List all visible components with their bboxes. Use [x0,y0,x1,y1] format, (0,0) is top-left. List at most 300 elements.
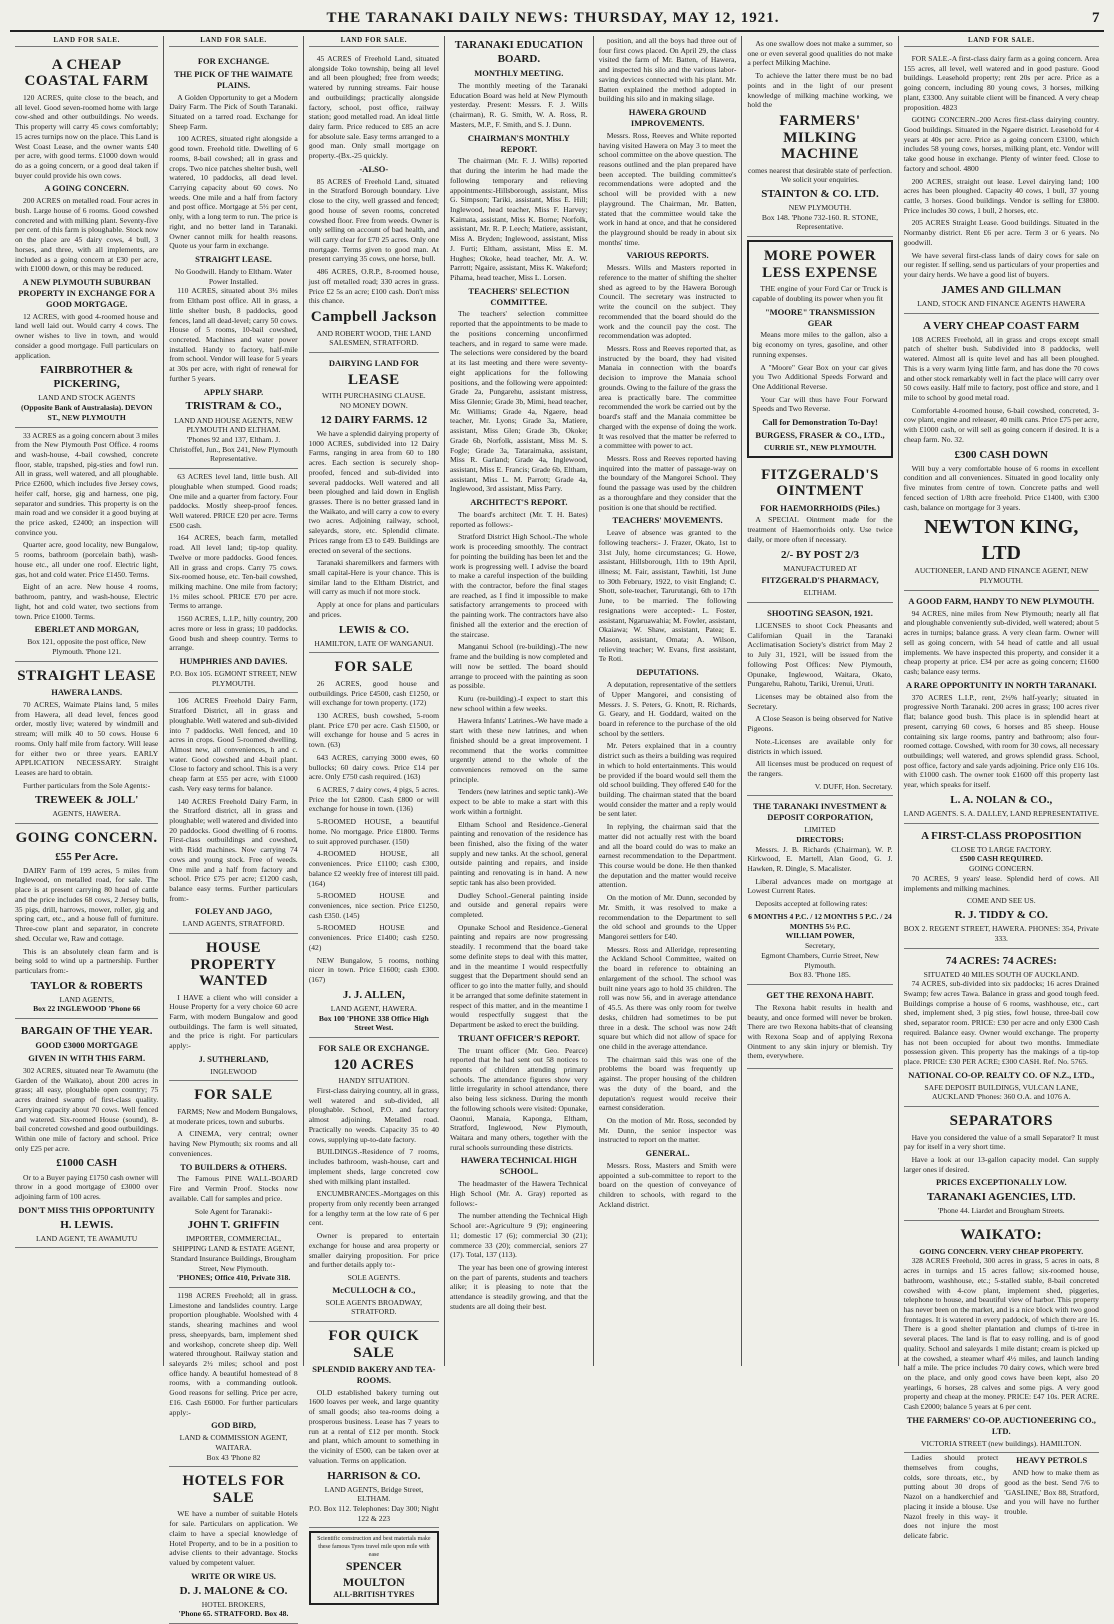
article-text: Leave of absence was granted to the following teachers:- J. Frazer, Okato, 1st to 31st July, home circumstances; G. Howe, assistant, Hillsborough, 11th to 19th April, illness; M. Fair, assistant, Tawhiti, 1st June to 30th February, 1922, to visit England; C. Shott, sole-teacher, Tarurutangi, 6th to 17th June, to be married. The following resignations were accepted:- L. Foster, assistant, Ngaruawahia; M. Fowler, assistant, Okaiawa; W. Shaw, assistant, Patea; E. Mason, assistant, Omata; A. Wilson, relieving teacher; W. Evans, first assistant, Te Roti. [598,528,737,664]
ad-text: 106 ACRES Freehold Dairy Farm, Stratford District, all in grass and ploughable. Well watered and sub-divided into 7 paddocks. Well fenced, and 10 acres in crops. Good 5-roomed dwelling. Almost new, all conveniences, h and c. water. Good cowshed and 4-bail plant. Close to factory and school. This is a very cheap farm at £55 per acre, with £1000 cash. Very easy terms for balance. [169,696,298,793]
agent-name: H. LEWIS. [60,1218,114,1231]
agent-line: LAND AGENT, TE AWAMUTU [36,1233,138,1243]
ad-text: 108 ACRES Freehold, all in grass and crops except small patch of shelter bush. Subdivided into 8 paddocks, well watered. Almost all is quite level and has all been ploughed. This is a very warm lying little farm, and has done the 70 cows and other stock remarkably well in fact the place will carry over 50 cows easily. Half mile to factory, post office and store, and 1 mile to school by good metal road. [903,334,1099,402]
ad-subhead: A GOING CONCERN. [44,183,129,194]
agent-name: L. A. NOLAN & CO., [950,793,1053,806]
agent-name: D. J. MALONE & CO. [179,1584,288,1597]
ad-subhead: FOR EXCHANGE. [197,55,270,66]
ad-subhead: CLOSE TO LARGE FACTORY. [951,844,1052,854]
ad-text: We have a splendid dairying property of 1000 ACRES, subdivided into 12 Dairy Farms, ranging in area from 60 to 180 acres. Each section is securely shop-proofed, fenced and sub-divided into several paddocks. Well watered and all been ploughed and laid down in English grasses. There is no better grassed land in the Waikato, and will carry a cow to every two acres. Adjoining railway, school, saleyards, store, etc. Splendid climate. Prices range from £3 to £49. Buildings are erected on several of the sections. [308,428,439,555]
ad-going-concern [15,824,158,1019]
agent-address: LAND AGENTS, STRATFORD. [182,919,285,929]
ad-subhead: PRICES EXCEPTIONALLY LOW. [935,1177,1067,1188]
ad-text: DAIRY Farm of 199 acres, 5 miles from Inglewood, on metalled road, for sale. The place is at present carrying 80 head of cattle and the price includes 68 cows, 2 Jersey bulls, 35 pigs, drill, harrows, mower, roller, gig and spring cart, etc., and a house full of furniture. Three-cow plant and separator, in concrete shed. Occular we, Raw and cottage. [15,865,159,943]
agent-address: ELTHAM. [803,588,837,598]
article-subhead: HAWERA TECHNICAL HIGH SCHOOL. [460,1155,577,1177]
ad-headline: FOR SALE [334,659,414,676]
ad-headline: A CHEAP COASTAL FARM [24,56,149,90]
ad-text: ENCUMBRANCES.-Mortgages on this property from only recently been arranged for a lengthy term at the low rate of 6 per cent. [308,1189,439,1228]
article-subhead: GENERAL. [645,1148,690,1159]
column-5 [594,36,743,1366]
ad-headline: STRAIGHT LEASE [17,667,157,684]
article-text: Tenders (new latrines and septic tank).-We expect to be able to make a start with this work within a fortnight. [449,787,588,816]
ad-investment [747,796,892,985]
agent-address: P.O. Box 105. EGMONT STREET, NEW PLYMOUTH. [170,668,297,688]
ad-headline: A GOOD FARM, HANDY TO NEW PLYMOUTH. [908,595,1095,606]
ad-subhead: GOING CONCERN. VERY CHEAP PROPERTY. [919,1246,1084,1256]
ad-subhead: SOLE AGENTS. [347,1272,400,1282]
ad-subhead: DON'T MISS THIS OPPORTUNITY [18,1204,155,1215]
ad-text: The Famous PINE WALL-BOARD Fire and Vermin Proof. Stocks now available. Call for samples and price. [169,1174,298,1203]
article-subhead: CHAIRMAN'S MONTHLY REPORT. [467,132,570,154]
article-text: The teachers' selection committee reported that the appointments to be made to the positions concerning unconfirmed teachers, and in regard to same were made. The selections were considered by the board at its last meeting and there were seventy-eight applications for the following positions, and the following were appointed: Grade 2a, Pungarehu, assistant mistress, Miss Glennie; Grade 3b, Mimi, head teacher, Mr. Williams; Grade 4a, Ngaere, head teacher, Mr. Lyons; Grade 3a, Matiere, assistant, Miss Glen; Grade 3b, Okoke; Grade 6b, Norfolk, assistant, Miss M. S. Fogle; Grade 3a, Tataraimaka, assistant, Miss R. Garland; Grade 4a, Inglewood, assistant, Miss E. Francis; Grade 6b, Eltham, assistant, Miss L. M. Parrott; Grade 4a, Inglewood, 3rd assistant, Miss Parry. [449,309,588,494]
article-text: Mr. Peters explained that in a country district such as theirs a building was required in which to hold entertainments. This would be provided if the board would sell them the old school building. They offered £40 for the building. The chairman stated that the board would consider the matter and a reply would be sent later. [598,741,737,819]
ad-33-acres [15,428,158,662]
ad-text: GOING CONCERN.-200 Acres first-class dairying country. Good buildings. Situated in the Ngaere district. Leasehold for 4 years at 40s per acre. Price as a going concern £3100, which includes 58 young cows, horses, milking plant, etc. Vendor will take good house in exchange. Plenty of winter feed. Close to factory and school. 4800 [903,115,1099,173]
ad-subhead: STRAIGHT LEASE. [195,254,272,265]
article-text: Stratford District High School.-The whole work is proceeding smoothly. The contract for pointing the building has been let and the work is progressing well. I advise the board to make a careful inspection of the building with the contractor, before the final stages are reached, as I find it impossible to make satisfactory arrangements to proceed with the painting work. The contractors have also finished all the exterior and the erection of the staircase. [449,532,588,639]
ad-rates: 6 MONTHS 4 P.C. / 12 MONTHS 5 P.C. / 24 MONTHS 5½ P.C. [748,911,892,931]
article-text: The number attending the Technical High School are:-Agriculture 9 (9); engineering 11; domestic 17 (6); commercial 30 (21); commerce 33 (20); commercial, seniors 27 (17). Total, 137 (113). [449,1211,588,1260]
ad-headline: THE TARANAKI INVESTMENT & DEPOSIT CORPORATION, [753,801,887,823]
ad-text: Have you considered the value of a small Separator? It must pay for itself in a very short time. [903,1132,1099,1152]
ad-headline: MORE POWER LESS EXPENSE [762,248,878,281]
ad-text: A "Moore" Gear Box on your car gives you Two Additional Speeds Forward and One Additional Reverse. [752,362,888,391]
ad-text: 130 ACRES, bush cowshed, 5-room plant. Price £70 per acre. Cash £1500, or will exchange for house and 5 acres in town. (63) [308,711,439,750]
agent-name: LEWIS & CO. [338,623,409,636]
ad-text: To achieve the latter there must be no bad points and in the light of our present knowledge of milking machine working, we hold the [747,71,893,110]
ad-text: THE engine of your Ford Car or Truck is capable of doubling its power when you fit [752,284,888,303]
ad-toko [309,51,439,353]
ad-headline: HOUSE PROPERTY WANTED [190,940,277,990]
agent-address: Box 100 'PHONE 338 Office High Street West. [318,1013,429,1033]
ad-text: This is an absolutely clean farm and is being sold to wind up a partnership. Further particulars from:- [15,946,159,975]
notice-text: LICENSES to shoot Cock Pheasants and Californian Quail in the Taranaki Acclimatisation Society's district from May 2 to July 31, 1921, will be issued from the following Post Offices: New Plymouth, Opunake, Inglewood, Waitara, Okato, Pungarehu, Rahotu, Tariki, Urenui, Uruti. [747,620,893,689]
ad-subhead: Call for Demonstration To-Day! [762,417,878,428]
ad-text: Owner is prepared to entertain exchange for house and area property or smaller dairying proposition. For price and further details apply to:- [308,1231,439,1270]
ad-subhead: LIMITED [804,825,836,835]
article-text: The chairman (Mr. F. J. Wills) reported that during the interim he had made the following temporary and relieving appointments:-Hillsborough, assistant, Miss G. Simpson; Tariki, assistant, Miss E. Hill; Inglewood, head teacher, Miss F. Harvey; Kaimata, assistant, Miss K. Borne; Norfolk, assistant, Mr. R. P. Leech; Matiere, assistant, Miss A. Bryden; Inglewood, assistant, Miss J. Furti; Eltham, assistant, Miss E. M. Hughes; Okoke, head teacher, Mr. A. W. Parrott; Ngaire, assistant, Miss K. Wakeford; Pihama, head teacher, Miss L. Lorsen. [449,156,588,282]
agent-name: THE FARMERS' CO-OP. AUCTIONEERING CO., LTD. [906,1414,1096,1436]
agent-name: TARANAKI AGENCIES, LTD. [927,1191,1076,1204]
ad-headline: GET THE REXONA HABIT. [766,989,874,1000]
ad-text: Eight of an acre. New house 4 rooms, bathroom, pantry, and wash-house, Electric light, hot and cold water, two sections from town. Price £1000. Terms. [15,582,159,621]
ad-text: Will buy a very comfortable house of 6 rooms in excellent condition and all conveniences. Situated in good locality only five minutes from centre of town. Concrete paths and well fenced section of 1/8th acre freehold. Price £1400, with £300 cash, balance on mortgage for 3 years. [903,463,1099,512]
article-subhead: MONTHLY MEETING. [474,68,564,79]
agent-line: LAND AND HOUSE AGENTS, NEW PLYMOUTH AND ELTHAM. [174,415,293,435]
ad-headline: FOR QUICK SALE [328,1328,420,1361]
agent-address: Box 22 INGLEWOOD 'Phone 66 [33,1004,141,1014]
agent-name: TRISTRAM & CO., [185,400,282,413]
agent-address: 'Phones 92 and 137, Eltham. J. Christoffel, Jun., Box 241, New Plymouth Representative. [169,434,298,464]
ad-text: 200 ACRES on metalled road. Four acres in bush. Large house of 6 rooms. Good cowshed concreted and with milking plant. Seventy-five per cent. of this farm is ploughable. Stock now on the place are 45 dairy cows, 4 bull, 3 horses, and three, with all implements, are included as a going concern at £30 per acre, with £1000 down, or this may be reduced. [15,196,159,274]
column-3 [304,36,445,1600]
agent-line: AND ROBERT WOOD, THE LAND SALESMEN, STRATFORD. [316,328,432,348]
ad-headline: £300 CASH DOWN [954,448,1049,461]
ad-text: 85 ACRES of Freehold Land, situated in the Stratford Borough boundary. Live close to the city, well grassed and fenced; good house of seven rooms, concreted cowshed floor. Free from weeds. Owner is only selling on account of bad health, and will carry clear for £70 25 acres. Only one mortgage. Terms given to good man. At present carrying 35 cows, one horse, bull. [308,176,439,264]
agent-address: BOX 2. REGENT STREET, HAWERA. PHONES: 354, Private 333. [903,924,1099,943]
article-text: On the motion of Mr. Ross, seconded by Mr. Dunn, the senior inspector was instructed to report on the matter. [598,1115,737,1145]
brand-line: ALL-BRITISH TYRES [333,1590,415,1600]
agent-address: 'Phone 44. Liardet and Brougham Streets. [937,1206,1065,1216]
ad-text: 70 ACRES, 9 years' lease. Splendid herd of cows. All implements and milking machines. [903,873,1099,893]
agent-name: J. J. ALLEN, [342,988,405,1001]
ad-text: 26 ACRES, good house and outbuildings. Price £4500, cash £1250, or will exchange for town property. (172) [308,678,439,708]
ad-text: 5-ROOMED HOUSE, a beautiful home. No mortgage. Price £1800. Terms to suit approved purchaser. (150) [308,817,439,846]
ad-text: A SPECIAL Ointment made for the treatment of Haemorrhoids only. Use twice daily, or more often if necessary. [747,515,893,544]
ad-headline: HOTELS FOR SALE [182,1473,285,1506]
ad-rexona [747,985,892,1069]
ad-text: 164 ACRES, beach farm, metalled road. All level land; tip-top quality. Twelve or more paddocks. Good fences. All in grass and crops. Carry 75 cows. Six-roomed house, etc. Ten-bail cowshed, milking machine. One mile from factory; 1½ miles school. PRICE £70 per acre. Terms to arrange. [169,533,298,611]
column-4 [445,36,594,1366]
ad-spencer-moulton [309,1531,439,1605]
agent-name: Campbell Jackson [310,309,437,326]
ad-text: First-class dairying country, all in grass, well watered and sub-divided, all ploughable. School, P.O. and factory almost adjoining. Metalled road. Practically no weeds. Capacity 35 to 40 cows, supplying up-to-date factory. [308,1086,439,1144]
ad-petrols [1004,1453,1099,1543]
agent-name: TAYLOR & ROBERTS [30,979,143,992]
columns [10,36,1104,1619]
notice-headline: SHOOTING SEASON, 1921. [767,608,873,619]
article-text: A deputation, representative of the settlers of Upper Mangorei, and consisting of Messrs. J. S. Peters, G. Knott, R. Richards, G. Geary, and H. Goddard, waited on the board in reference to the purchase of the old school by the settlers. [598,680,737,738]
notice-text: Note.-Licenses are available only for districts in which issued. [747,736,893,756]
column-7 [899,36,1104,1541]
ad-price: 2/- BY POST 2/3 [781,548,859,561]
ad-headline: 120 ACRES [333,1056,415,1073]
section-heading: LAND FOR SALE. [309,36,439,47]
article-text: Kuru (re-building).-I expect to start this new school within a few weeks. [449,693,588,713]
article-text: position, and all the boys had three out of four first cows placed. On April 29, the class visited the farm of Mr. Batten, of Hawera, and inspected his silo and the various labor-saving devices connected with his plant. Mr. Batten explained the method adopted in building his silo and in making silage. [598,36,737,104]
ad-text: Further particulars from the Sole Agents:- [23,780,151,790]
ad-text: Ladies should protect themselves from coughs, colds, sore throats, etc., by putting about 30 drops of Nazol on a handkerchief and placing it inside a blouse. Use Nazol freely in this way- it does not injure the most delicate fabric. [903,1453,999,1541]
column-2 [164,36,303,1619]
article-text: Hawera Infants' Latrines.-We have made a start with these new latrines, and when finished should be a great improvement. I recommend that the works committee urgently attend to the whole of the conveniences removed on the same principle. [449,716,588,784]
article-text: Messrs. Ross and Reeves reported that, as instructed by the board, they had visited Manaia in connection with the board's decision to improve the Manaia school grounds. Owing to the failure of the grass the area is practically bare. The committee recommended the work be carried out by the board's staff and the Manaia committee be charged with the expense of doing the work. It was resolved that the matter be referred to a committee with power to act. [598,344,737,451]
ad-subhead: SITUATED 40 MILES SOUTH OF AUCKLAND. [923,969,1079,979]
ad-headline: SEPARATORS [949,1113,1053,1130]
agent-name: HUMPHRIES AND DAVIES. [179,656,288,667]
ad-quick-sale [309,1322,439,1528]
brand-name: SPENCER MOULTON [342,1559,405,1589]
ad-subhead: COME AND SEE US. [966,896,1036,906]
article-text: The truant officer (Mr. Geo. Pearce) reported that he had sent out 58 notices to parents of children attending primary schools. The attendance figures show very little irregularity in school attendance, there also being less sickness. During the month the following schools were visited: Opunake, Oaonui, Manaia, Kaponga, Eltham, Stratford, Inglewood, New Plymouth, Waitara and many others, together with the rural schools surrounding these districts. [449,1045,588,1152]
ad-1198-acres [169,1288,297,1467]
ad-text: 12 ACRES, with good 4-roomed house and land well laid out. Would carry 4 cows. The owner wishes to live in town, and would consider a good mortgage. Full particulars on application. [15,311,159,360]
agent-address: Box 121, opposite the post office, New Plymouth. 'Phone 121. [27,637,147,656]
agent-name: FAIRBROTHER & PICKERING, [40,364,134,391]
ad-text: Taranaki sharemilkers and farmers with small capital-Here is your chance. This is similar land to the Eltham District, and will carry as much if not more stock. [308,558,439,597]
ad-small-text: Scientific construction and best materials make these famous Tyres travel mile upon mile with ease [317,1536,431,1558]
ad-first-class [904,824,1099,949]
article-text: Dudley School.-General painting inside and outside and general repairs were completed. [449,890,588,920]
ad-headline: FITZGERALD'S OINTMENT [761,466,879,500]
ad-text: 120 ACRES, quite close to the beach, and all level. Good seven-roomed home with large cow-shed and other outbuildings. No weeds. This property will carry 45 cows comfortably; 15 acres turnips now on the place. This Land is West Coast Lease, and the owner wants £40 per acre, with good terms. £1000 down would do as a going concern, or a good deal taken if buyer could provide his own cows. [15,92,159,180]
ad-text: WE have a number of suitable Hotels for sale. Particulars on application. We claim to have a special knowledge of Hotel Property, and to be in a position to advise clients to their advantage. Stocks valued by competent valuer. [169,1509,298,1567]
ad-subhead: A NEW PLYMOUTH SUBURBAN PROPERTY IN EXCHANGE FOR A GOOD MORTGAGE. [18,277,156,309]
ad-text: I HAVE a client who will consider a House Property for a very choice 60 acre Farm, with modern Bungalow and good outbuildings. The farm is well situated, and the price is right. For particulars apply:- [169,992,298,1051]
ad-text: 45 ACRES of Freehold Land, situated alongside Toko township, being all level and all been ploughed; free from weeds; watered by running streams. Fair house and outbuildings; practically alongside factory, school, post office, railway station; good metalled road. An ideal little dairy farm. Price reduced to £85 an acre for absolute sale. Easy terms arranged to a good man. Only small mortgage on property.-(Bx.-25 quickly. [308,53,439,161]
article-text: Messrs. Ross, Masters and Smith were appointed a sub-committee to report to the board on the question of conveyance of children to schools, with regard to the Ackland district. [598,1161,737,1209]
ad-subhead: DIRECTORS: [796,834,844,844]
ad-subhead: FOR SALE OR EXCHANGE. [318,1042,430,1053]
agent-line: LAND & COMMISSION AGENT, WAITARA. [179,1433,288,1452]
agent-address: 'Phone 65. STRATFORD. Box 48. [178,1609,289,1619]
notice-signature: V. DUFF, Hon. Secretary. [814,781,893,791]
agent-name: EBERLET AND MORGAN, [34,624,139,635]
agent-name: FOLEY AND JAGO, [195,906,272,917]
ad-separators [904,1107,1099,1221]
agent-address: SAFE DEPOSIT BUILDINGS, VULCAN LANE, AUCKLAND 'Phones: 360 O.A. and 1076 A. [924,1082,1079,1102]
ad-text: 5-ROOMED HOUSE and conveniences. Price £1400; cash £250. (42) [308,923,439,952]
agent-phones: 'PHONES; Office 410, Private 318. [176,1273,291,1283]
page-number: 7 [1092,10,1100,26]
ad-text: 110 ACRES, situated about 3½ miles from Eltham post office. All in grass, a little shelter bush, 8 paddocks, good fences, land all dead-level; carry 50 cows. House of 5 rooms, 10-bail cowshed, concreted. Machines and water power installed. Handy to factory, half-mile from school. Vendor will lease for 5 years at 30s per acre, with right of renewal for further 5 years. [169,286,298,383]
ad-subhead: "MOORE" TRANSMISSION GEAR [764,306,876,328]
notice-text: A Close Season is being observed for Native Pigeons. [747,714,893,734]
masthead [10,10,1104,32]
article-subhead: TRUANT OFFICER'S REPORT. [457,1032,580,1043]
ad-text: NEW Bungalow, 5 rooms, nothing nicer in town. Price £1600; cash £300. (167) [308,955,439,984]
ad-74-acres [904,949,1099,1108]
bottom-ads [904,1453,1099,1543]
agent-name: J. SUTHERLAND, [198,1053,269,1064]
ad-headline: A VERY CHEAP COAST FARM [923,319,1080,332]
ad-subhead: WRITE OR WIRE US. [191,1570,276,1581]
ad-headline: FOR SALE [194,1087,273,1104]
ad-james-gillman [904,51,1099,314]
ad-text: 4-ROOMED HOUSE, all conveniences. Price £1100; cash £300, balance £2 weekly free of interest till paid. (164) [308,849,439,888]
ad-subhead: 12 DAIRY FARMS. 12 [320,413,428,426]
agent-name: JOHN T. GRIFFIN [187,1219,280,1232]
agent-address: CURRIE ST., NEW PLYMOUTH. [763,442,877,452]
ad-text: FARMS; New and Modern Bungalows, at moderate prices, town and suburbs. [169,1106,298,1126]
ad-text: Deposits accepted at following rates: [755,899,868,909]
ad-text: MANUFACTURED AT [783,563,857,573]
ad-text: We solicit your enquiries. [781,175,859,185]
article-subhead: ARCHITECT'S REPORT. [470,497,568,508]
ad-text: 486 ACRES, O.R.P., 8-roomed house, just off metalled road; 330 acres in grass. Price £2 5s an acre; £100 cash. Don't miss this chance. [308,267,439,306]
agent-name: NATIONAL CO-OP. REALTY CO. OF N.Z., LTD., [908,1069,1095,1080]
article-text: The board's architect (Mr. T. H. Bates) reported as follows:- [449,510,588,529]
ad-text: AND how to make them as good as the best. Send 7/6 to 'GASLINE,' Box 88, Stratford, and you will have no further trouble. [1004,1468,1099,1517]
ad-text: Quarter acre, good locality, new Bungalow, 5 rooms, bathroom (porcelain bath), wash-house etc., all under one roof. Electric light, gas, hot and cold water. Price £1450. Terms. [15,540,159,579]
agent-address: VICTORIA STREET (new buildings). HAMILTON. [921,1438,1082,1448]
agent-name: GOD BIRD, [211,1420,256,1431]
ad-subhead: SPLENDID BAKERY AND TEA-ROOMS. [312,1364,436,1385]
ad-text: Apply at once for plans and particulars and prices. [308,600,439,619]
ad-text: 100 ACRES, situated right alongside a good town. Freehold title. Dwelling of 6 rooms, 8-bail cowshed; all in grass and crops. Two nice patches shelter bush, well watered, 10 paddocks, all dead level. Carrying capacity about 60 cows. No weeds. One mile and a half from factory and post office. Mortgage at 5½ per cent, only, with a long term to run. The price is right, and no better land in Taranaki. Owner cannot milk for health reasons. Quote us your farm in exchange. [169,134,298,251]
ad-text: A CINEMA, very central; owner having New Plymouth; six rooms and all conveniences. [169,1129,298,1158]
ad-text: 33 ACRES as a going concern about 3 miles from the New Plymouth Post Office. 4 rooms and wash-house, 4-bail cowshed, concrete floor, stable, trapshed, pig-sties and fowl run. All in grass, well watered, and all ploughable. Price £2600, which includes five Jersey cows, heifer calf, horse, gig and harness, one pig, separator and sundries. This property is on the main road and we consider it a good buying at the price asked, £2400; an inspection will convince you. [15,430,159,537]
ad-coastal-farm [15,51,158,428]
ad-63-acres [169,469,297,693]
agent-line: AUCTIONEER, LAND AND FINANCE AGENT, NEW PLYMOUTH. [914,566,1089,586]
ad-hotels [169,1467,297,1624]
ad-text: 643 ACRES, carrying 3000 ewes, 60 bullocks; 60 dairy cows. Price £14 per acre. Only £750 cash required. (163) [308,752,439,782]
ad-subhead: HANDY SITUATION. [338,1076,410,1086]
ad-subhead: DAIRYING LAND FOR [328,358,419,369]
ad-headline: THE PICK OF THE WAIMATE PLAINS. [174,68,293,90]
agent-line: LAND AND STOCK AGENTS [38,393,136,403]
ad-headline: 74 ACRES: 74 ACRES: [945,954,1057,967]
ad-headline: A FIRST-CLASS PROPOSITION [921,829,1082,842]
ad-text: 94 ACRES, nine miles from New Plymouth; nearly all flat and ploughable conveniently sub-divided, well watered; about 5 acres in turnips; balance grass. A very clean farm. Owner will sell as going concern, with 54 head of cattle and all usual implements. We have inspected this property, and consider it a cheap property at price. £34 per acre as going concern; £1600 cash; balance easy terms. [903,608,1099,677]
ad-text: Means more miles to the gallon, also a big economy on tyres, gasoline, and other running expenses. [752,330,888,359]
agent-line: NEW PLYMOUTH. [788,203,852,213]
section-heading: LAND FOR SALE. [169,36,297,47]
ad-text: 140 ACRES Freehold Dairy Farm, in the Stratford district, all in grass and ploughable; well watered and divided into 20 paddocks. Good dwelling of 6 rooms. First-class outbuildings and cowshed, with Ridd machines. Now carrying 74 cows and young stock. Free of weeds. One mile and a half from factory and school. Price £75 per acre; £1200 cash, balance easy terms. Further particulars from:- [169,796,298,903]
agent-address: AGENTS, HAWERA. [52,809,121,819]
agent-line: SOLE AGENTS BROADWAY, STRATFORD. [325,1297,423,1317]
ad-dairying-lease [309,353,439,653]
agent-line: LAND AGENTS, Bridge Street, ELTHAM. [324,1484,424,1504]
ad-text: FOR SALE.-A first-class dairy farm as a going concern. Area 155 acres, all level, well watered and in good pasture. Good buildings. Leasehold property; rent 20s per acre. Price as a going concern, including 80 young cows, 3 horses, milking plant, £3300. Any suitable client will be financed. A very cheap proposition. 4823 [903,53,1099,112]
ad-text: 328 ACRES Freehold, 300 acres in grass, 5 acres in oats, 8 acres in turnips and 15 acres fallow; six-roomed house, bathroom, washhouse, etc.; 5-stalled stable, 8-bail concreted cowshed with 4-cow plant, implement shed, piggeries, telephone to house, and beautiful view of harbor. This property has never been on the market, and is a nice block with two good frontages. It is watered in every paddock, of which there are 16. There is a good shelter plantation and clumps of ti-tree in several places. The land is flat to easy rolling, and is of good quality. School and saleyards 1 mile distant; cream is picked up at the cowshed, a steamer wharf 4½ miles, and launch landing half a mile. The price includes 70 dairy cows, which were bred on the place, and only good cows have been kept, also 20 yearlings, 6 horses, 28 calves and some pigs. A very good property and cheap at the money. PRICE: £47 10s. PER ACRE. Cash £2000; balance 5 years at 6 per cent. [903,1256,1099,1412]
article-text: Messrs. Ross, Reeves and White reported having visited Hawera on May 3 to meet the school committee on the above question. The reasons outlined and the plan prepared have been accepted. The building committee's recommendations were adopted and the school will be provided with a new playground. The Chairman, Mr. Batten, stated that the committee would take the work in hand at once, and that he considered the playground should be ready in about six months' time. [598,130,737,247]
agent-name: JAMES AND GILLMAN [941,283,1062,296]
ad-subhead: -ALSO- [359,163,389,174]
ad-price: £55 Per Acre. [55,850,119,863]
masthead-title: THE TARANAKI DAILY NEWS: THURSDAY, MAY 12, 1921. [326,10,780,26]
ad-text: Liberal advances made on mortgage at Lowest Current Rates. [747,876,893,896]
article-text: The year has been one of growing interest on the part of parents, students and teachers alike; it is pleasing to note that the attendance is steadily growing, and that the students are all doing their best. [449,1262,588,1311]
agent-name: FITZGERALD'S PHARMACY, [761,575,879,586]
article-text: Opunake School and Residence.-General painting and repairs are now progressing steadily. I recommend that the board take some definite steps to deal with this matter, and in the meantime I would respectfully suggest that the Department should send an officer to go into the matter fully, and should it be arranged that some definite statement in respect of this matter, and in the meantime I would respectfully suggest that the Department be asked to erect the building. [449,922,588,1029]
article-subhead: DEPUTATIONS. [636,667,699,678]
notice-shooting [747,603,892,796]
ad-house-wanted [169,934,297,1081]
column-6 [742,36,898,1366]
ad-text: Sole Agent for Taranaki:- [194,1206,273,1216]
agent-line: LAND AGENTS. S. A. DALLEY, LAND REPRESENTATIVE. [903,808,1099,818]
agent-address: P.O. Box 112. Telephones: Day 300; Night 122 & 223 [309,1504,439,1523]
article-headline: TARANAKI EDUCATION BOARD. [454,39,583,66]
agent-line: LAND AGENT, HAWERA. [330,1003,417,1013]
ad-headline: LEASE [347,371,400,388]
newspaper-page [10,10,1104,1619]
agent-address: Box 148. 'Phone 732-160. R. STONE, Representative. [761,212,879,232]
ad-text: Your Car will thus have Four Forward Speeds and Two Reverse. [752,394,888,414]
section-heading: LAND FOR SALE. [15,36,158,47]
agent-box: Box 83. 'Phone 185. [789,970,851,980]
agent-line: Secretary, [804,941,836,951]
ad-farmers-milking [747,36,892,237]
ad-subhead: GIVEN IN WITH THIS FARM. [28,1053,146,1064]
ad-text: 63 ACRES level land, little bush. All ploughable when stumped. Good roads; One mile and a quarter from factory. Four paddocks. Mostly sheep-proof fences. Well watered. PRICE £20 per acre. Terms £500 cash. [169,472,298,530]
agent-address: LAND, STOCK AND FINANCE AGENTS HAWERA [917,298,1086,308]
ad-headline: FARMERS' MILKING MACHINE [779,113,861,163]
agent-line: LAND AGENTS, [59,994,114,1004]
notice-text: Licenses may be obtained also from the Secretary. [747,691,893,711]
ad-text: We have several first-class lands of dairy cows for sale on our register. If selling, send us particulars of your properties and your dairy herds. We have a good list of buyers. [903,250,1099,280]
article-subhead: TEACHERS' SELECTION COMMITTEE. [468,285,570,307]
ad-headline: WAIKATO: [960,1227,1043,1244]
agent-line: IMPORTER, COMMERCIAL, SHIPPING LAND & ESTATE AGENT, Standard Insurance Buildings, Brougham Street, New Plymouth. [170,1234,297,1273]
ad-headline: HEAVY PETROLS [1016,1455,1088,1466]
agent-name: TREWEEK & JOLL' [35,794,139,807]
ad-subhead: HAWERA LANDS. [51,687,123,698]
agent-name: NEWTON KING, LTD [924,516,1079,564]
section-heading: LAND FOR SALE. [904,36,1099,47]
ad-text: 74 ACRES, sub-divided into six paddocks; 16 acres Drained Swamp; few acres Tawa. Balance in grass and good tough feed. Buildings comprise a house of 6 rooms, washhouse, etc., cart shed, implement shed, 3 pig sties, fowl house, three-bail cow shed, separator room. PRICE: £30 per acre and only £300 Cash required. Balance easy. Owner would exchange. The property has not been occupied for about two months. Immediate possession given. This property has the makings of a tip-top place. PRICE: £30 PER ACRE; £300 CASH. Ref. No. 5765. [903,979,1099,1067]
ad-waikato [904,1221,1099,1453]
article-text: Messrs. Ross and Reeves reported having inquired into the matter of passage-way on the boundary of the Mangorei School. They found the passage was used by the children as a thoroughfare and they consider that the position is one that should be rectified. [598,453,737,512]
ad-text: OLD established bakery turning out 1600 loaves per week, and large quantity of small goods; also tea-rooms doing a prosperous business. Lease has 7 years to run at a rental of £12 per month. Stock and plant, which amount to something in the vicinity of £500, can be taken over at valuation. Terms on application. [308,1387,439,1465]
article-text: Manganui School (re-building).-The new frame and the building is now completed and will now be settled. The board should arrange to proceed with the painting as soon as possible. [449,642,588,691]
article-text: The headmaster of the Hawera Technical High School (Mr. A. Gray) reported as follows:- [449,1179,588,1208]
ad-text: As one swallow does not make a summer, so one or even several good qualities do not make a perfect Milking Machine. [747,39,893,68]
ad-text: 1560 ACRES, L.I.P., hilly country, 200 acres more or less in grass; 10 paddocks. Good bush and sheep country. Terms to arrange. [169,614,298,653]
ad-good-farm [904,591,1099,824]
ad-text: Comfortable 4-roomed house, 6-bail cowshed, concreted, 3-cow plant, engine and releaser, 40 milk cans. Price £75 per acre, with £1000 cash, or will sell as going concern if desired. It is a cheap farm. No. 32. [903,405,1099,444]
ad-text: Messrs. J. B. Richards (Chairman), W. P. Kirkwood, E. Martell, Alan Good, G. J. Hawken, R. Dingle, S. Macalister. [747,844,893,874]
agent-address: (Opposite Bank of Australasia). DEVON ST., NEW PLYMOUTH [21,403,153,422]
ad-text: No Goodwill. Handy to Eltham. Water Power Installed. [174,266,293,286]
article-text: Eltham School and Residence.-General painting and renovation of the residence has been finished, also the fixing of the water supply and new tanks. At the school, general outside painting and repairs, and inside painting and renovating is in hand. A new septic tank has also been provided. [449,819,588,887]
notice-text: All licenses must be produced on request of the rangers. [747,759,893,778]
agent-name: BURGESS, FRASER & CO., LTD., [755,430,885,441]
column-1 [10,36,164,1366]
ad-headline: BARGAIN OF THE YEAR. [20,1025,153,1038]
ad-text: A Golden Opportunity to get a Modern Dairy Farm. The Pick of South Taranaki. Situated on a tarred road. Exchange for Sheep Farm. [169,92,298,131]
ad-text: comes nearest that desirable state of perfection. [747,165,892,175]
ad-bargain [15,1019,158,1248]
ad-subhead: GOING CONCERN. [969,864,1034,874]
ad-text: 200 ACRES, straight out lease. Level dairying land; 100 acres has been ploughed. Capacity 40 cows, 1 bull, 37 young cattle, 3 horses. Good buildings. Vendor is selling for £3800. Price includes 30 cows, 1 bull, 2 horses, etc. [903,176,1099,215]
ad-for-sale-griffin [169,1081,297,1288]
agent-name: HARRISON & CO. [327,1469,421,1482]
ad-subhead: WITH PURCHASING CLAUSE. [322,391,426,401]
ad-cheap-coast-farm [904,314,1099,591]
agent-name: STAINTON & CO. LTD. [761,187,879,200]
ad-text: Or to a Buyer paying £1750 cash owner will throw in a good mortgage of £3000 over adjoining farm of 100 acres. [15,1172,159,1201]
article-text: Messrs. Ross and Alleridge, representing the Ackland School Committee, waited on the board in reference to obtaining an enlargement of the school. The school was built nine years ago to hold 35 children. The roll was now 56, and in average attendance of 45.5. As there was only room for twelve desks, children had sometimes to be put three in a desk. The school was now 24ft square but which did not allow of space for one child in the average attendance. [598,944,737,1051]
ad-text: 1198 ACRES Freehold; all in grass. Limestone and landslides country. Large proportion ploughable. Woolshed with 4 stands, shearing machines and wool press, sheepyards, barn, implement shed and workshop, concrete sheep dip. Well watered throughout. Railway station and saleyards 2½ miles; school and post office handy. A beautiful homestead of 8 rooms, with a commanding outlook. Good reasons for selling. Price per acre, £16. Cash £6000. For further particulars apply:- [169,1290,298,1417]
agent-name: McCULLOCH & CO., [332,1284,416,1295]
article-text: In replying, the chairman said that the matter did not actually rest with the board and all the board could do was to make an earnest recommendation to the Department. This course would be done. He then thanked the deputation and the matter would receive attention. [598,822,737,890]
ad-straight-lease [15,662,158,825]
ad-text: Have a look at our 13-gallon capacity model. Can supply larger ones if desired. [903,1155,1099,1174]
agent-line: HAMILTON, LATE OF WANGANUI. [314,638,434,648]
ad-text: 302 ACRES, situated near Te Awamutu (the Garden of the Waikato), about 200 acres in grass; all easy, ploughable open country; 75 acres drained swamp of first-class quality. Carrying capacity about 70 cows. Well fenced and watered. Six-roomed House (sound), 8-bail concreted cowshed and good outbuildings. Within one mile of factory and school. Price only £25 per acre. [15,1066,159,1153]
agent-name: R. J. TIDDY & CO. [954,909,1048,921]
ad-subhead: NO MONEY DOWN. [339,401,408,411]
ad-ointment [747,461,892,603]
article-text: The chairman said this was one of the problems the board was frequently up against. The proper housing of the children was the duty of the board, and the deputation's request would receive their earnest consideration. [598,1054,737,1113]
ad-text: 205 ACRES Straight Lease. Good buildings. Situated in the Normanby district. Rent £6 per acre. Term 3 or 6 years. No goodwill. [903,218,1099,247]
ad-for-sale-allen [309,653,439,1038]
ad-headline: GOING CONCERN. [15,830,158,847]
ad-more-power [747,240,892,457]
ad-106-acres [169,693,297,934]
ad-subhead: FOR HAEMORRHOIDS (Piles.) [760,502,880,513]
ad-subhead: GOOD £3000 MORTGAGE [35,1040,138,1051]
ad-subhead: £500 CASH REQUIRED. [959,854,1043,864]
agent-line: HOTEL BROKERS, [201,1599,266,1609]
ad-text: The Rexona habit results in health and beauty, and once formed will never be broken. There are two Rexona habits-that of cleansing with Rexona Soap and of applying Rexona Ointment to any skin injury or blemish. Try them, everywhere. [747,1002,893,1061]
article-subhead: VARIOUS REPORTS. [626,250,709,261]
ad-text: 70 ACRES, Waimate Plains land, 5 miles from Hawera, all dead level, fences good order, mostly live; watered by windmill and stream; will milk 40 to 50 cows. House 6 rooms. Only half mile from factory. Will lease for either two or three years. EARLY APPLICATION NECESSARY. Straight Leases are hard to obtain. [15,699,159,777]
ad-text: 6 ACRES, 7 dairy cows, 4 pigs, 5 acres. Price the lot £2800. Cash £800 or will exchange for house in town. (136) [308,785,439,814]
article-text: Messrs. Wills and Masters reported in reference to the matter of shifting the shelter shed as agreed to by the Hawera Borough Council. The secretary was instructed to write the council on the subject. They recommended that the board should do the work and the council pay the cost. The recommendation was adopted. [598,263,737,341]
ad-text: BUILDINGS.-Residence of 7 rooms, includes bathroom, wash-house, cart and implement sheds, large concreted cow shed with milking plant installed. [308,1147,439,1186]
ad-subhead: APPLY SHARP. [203,386,264,397]
article-text: The monthly meeting of the Taranaki Education Board was held at New Plymouth yesterday. Present: Messrs. F. J. Wills (chairman), R. G. Smith, W. A. Ross, R. Masters, M.P., F. Smith, and S. J. Dunn. [449,81,588,129]
agent-address: Egmont Chambers, Currie Street, New Plymouth. [761,950,879,970]
ad-sale-exchange [309,1038,439,1322]
ad-text: 5-ROOMED HOUSE and conveniences, nice section. Price £1250, cash £350. (145) [308,891,439,920]
ad-subhead: £1000 CASH [56,1157,118,1170]
agent-address: INGLEWOOD [210,1066,257,1076]
